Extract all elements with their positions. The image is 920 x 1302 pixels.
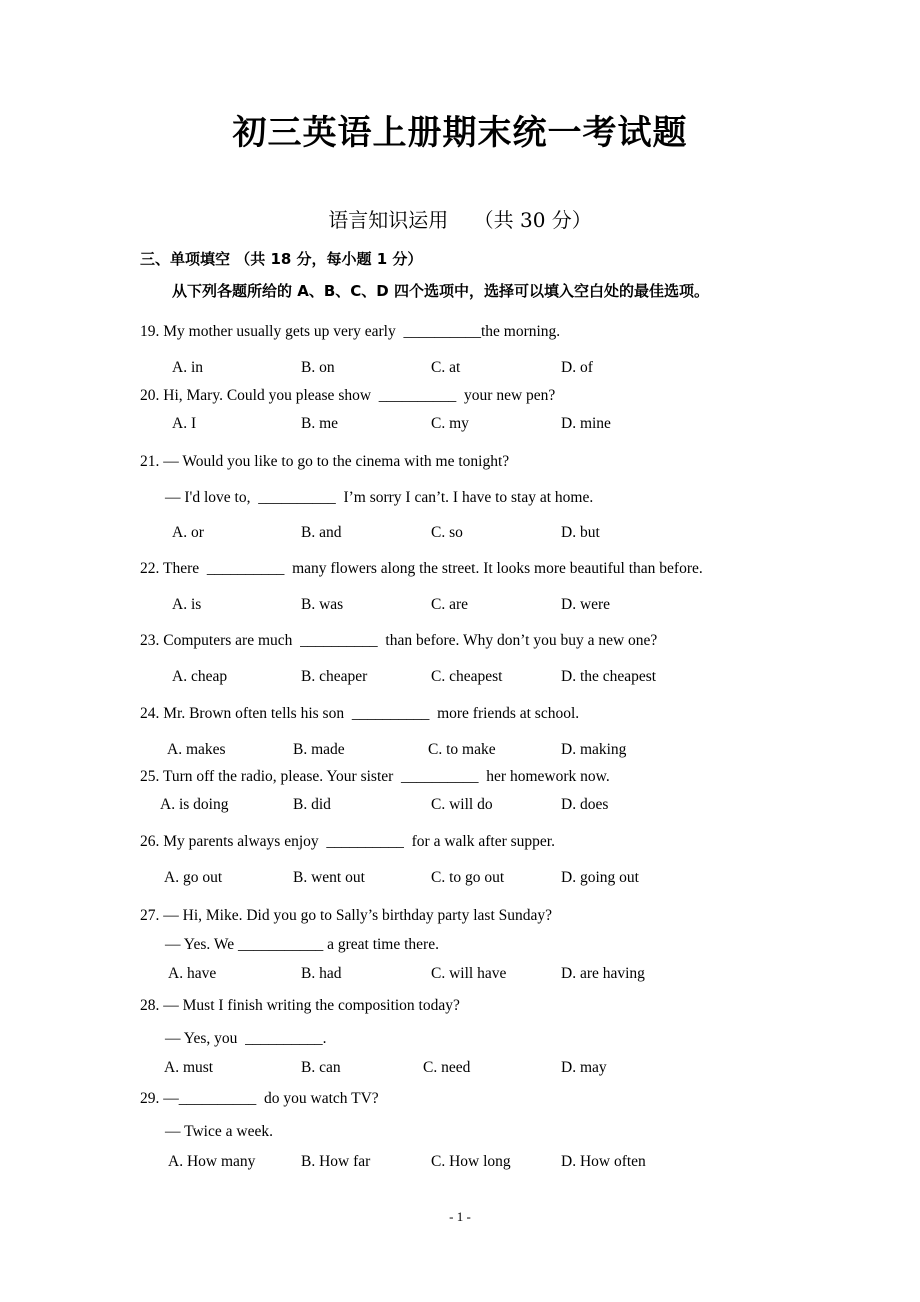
answer-option: C. are xyxy=(431,596,469,613)
question-stem: 26. My parents always enjoy __________ for a walk after supper. xyxy=(140,833,555,850)
question-stem: 22. There __________ many flowers along the street. It looks more beautiful than before. xyxy=(140,560,703,577)
question-stem: 25. Turn off the radio, please. Your sister __________ her homework now. xyxy=(140,768,610,785)
answer-option: C. need xyxy=(423,1059,471,1076)
answer-option: B. had xyxy=(301,965,342,982)
answer-option: C. cheapest xyxy=(431,668,503,685)
answer-option: A. I xyxy=(172,415,197,432)
question-stem: 19. My mother usually gets up very early __________the morning. xyxy=(140,323,561,340)
answer-option: B. How far xyxy=(301,1153,371,1170)
answer-option: A. How many xyxy=(168,1153,256,1170)
answer-option: D. mine xyxy=(561,415,611,432)
answer-option: B. made xyxy=(293,741,345,758)
question-line: — Twice a week. xyxy=(165,1123,273,1140)
answer-option: D. were xyxy=(561,596,611,613)
answer-option: D. but xyxy=(561,524,600,541)
answer-option: C. so xyxy=(431,524,463,541)
question-stem: 27. — Hi, Mike. Did you go to Sally’s birthday party last Sunday? xyxy=(140,907,553,924)
answer-option: D. How often xyxy=(561,1153,646,1170)
answer-option: A. makes xyxy=(167,741,226,758)
answer-option: B. did xyxy=(293,796,331,813)
answer-option: B. on xyxy=(301,359,335,376)
answer-option: A. go out xyxy=(164,869,223,886)
answer-option: D. the cheapest xyxy=(561,668,657,685)
answer-option: B. cheaper xyxy=(301,668,368,685)
question-stem: 24. Mr. Brown often tells his son __________ more friends at school. xyxy=(140,705,580,722)
question-line: — I'd love to, __________ I’m sorry I can’t. I have to stay at home. xyxy=(165,489,594,506)
answer-option: D. of xyxy=(561,359,593,376)
answer-option: C. How long xyxy=(431,1153,511,1170)
answer-option: A. cheap xyxy=(172,668,228,685)
question-stem: 21. — Would you like to go to the cinema with me tonight? xyxy=(140,453,510,470)
answer-option: D. may xyxy=(561,1059,607,1076)
answer-option: C. at xyxy=(431,359,461,376)
answer-option: C. my xyxy=(431,415,469,432)
question-line: — Yes. We ___________ a great time there. xyxy=(165,936,439,953)
instruction-text: 从下列各题所给的 A、B、C、D 四个选项中，选择可以填入空白处的最佳选项。 xyxy=(172,282,709,300)
answer-option: A. in xyxy=(172,359,203,376)
answer-option: C. will do xyxy=(431,796,493,813)
answer-option: D. does xyxy=(561,796,609,813)
section-heading: 三、单项填空 （共 18 分，每小题 1 分） xyxy=(140,250,423,268)
question-stem: 28. — Must I finish writing the composition today? xyxy=(140,997,460,1014)
answer-option: B. and xyxy=(301,524,342,541)
answer-option: B. was xyxy=(301,596,344,613)
question-line: — Yes, you __________. xyxy=(165,1030,327,1047)
answer-option: D. going out xyxy=(561,869,639,886)
answer-option: A. or xyxy=(172,524,204,541)
answer-option: C. to go out xyxy=(431,869,505,886)
answer-option: B. me xyxy=(301,415,339,432)
answer-option: B. went out xyxy=(293,869,365,886)
question-stem: 20. Hi, Mary. Could you please show __________ your new pen? xyxy=(140,387,556,404)
answer-option: A. is doing xyxy=(160,796,229,813)
answer-option: C. to make xyxy=(428,741,496,758)
answer-option: A. must xyxy=(164,1059,214,1076)
question-stem: 29. —__________ do you watch TV? xyxy=(140,1090,379,1107)
answer-option: A. have xyxy=(168,965,217,982)
answer-option: D. are having xyxy=(561,965,645,982)
page-number: - 1 - xyxy=(449,1209,471,1224)
answer-option: B. can xyxy=(301,1059,341,1076)
part-subtitle: 语言知识运用 （共 30 分） xyxy=(328,208,592,232)
answer-option: D. making xyxy=(561,741,627,758)
answer-option: A. is xyxy=(172,596,202,613)
question-stem: 23. Computers are much __________ than before. Why don’t you buy a new one? xyxy=(140,632,658,649)
page-title: 初三英语上册期末统一考试题 xyxy=(232,113,688,153)
answer-option: C. will have xyxy=(431,965,507,982)
